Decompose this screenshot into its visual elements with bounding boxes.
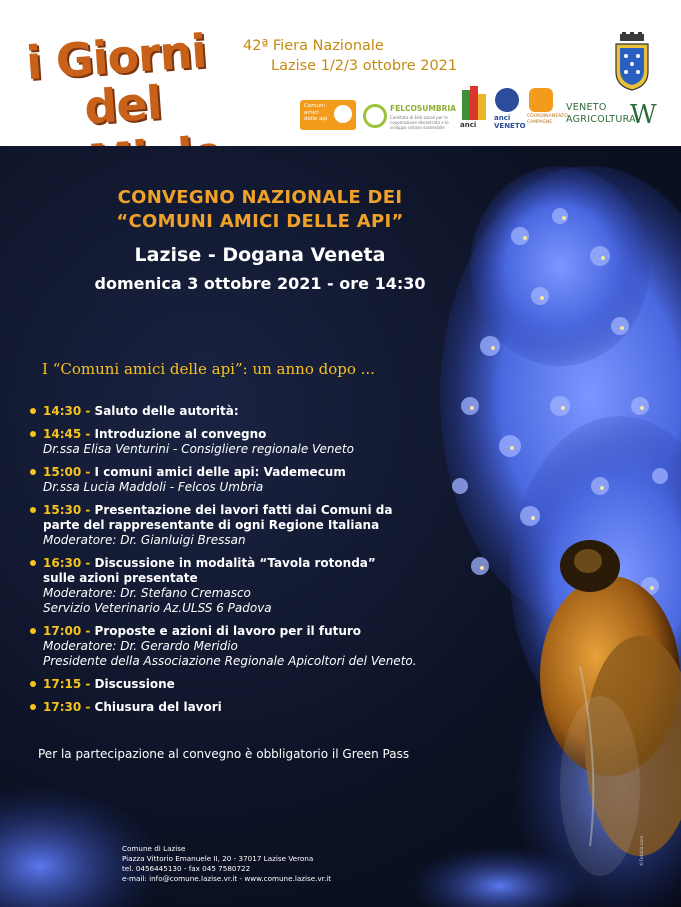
program-list: [30, 404, 450, 723]
felcos-logo: [363, 102, 458, 130]
program-title: Discussione in modalità “Tavola rotonda”: [94, 556, 376, 570]
program-time: 17:00: [43, 624, 82, 638]
coat-of-arms-icon: [612, 32, 652, 92]
anci-veneto-label: anci VENETO: [494, 114, 526, 130]
program-item: 15:00 - I comuni amici delle api: Vademecum Dr.ssa Lucia Maddoli - Felcos Umbria: [30, 465, 450, 495]
conference-title: [0, 186, 520, 234]
program-speaker: Moderatore: Dr. Gerardo Meridio: [43, 639, 238, 653]
venue: Lazise - Dogana Veneta: [134, 244, 386, 266]
event-date: domenica 3 ottobre 2021 - ore 14:30: [94, 274, 426, 293]
anci-label: anci: [460, 121, 477, 129]
event-logo: [24, 23, 276, 135]
program-time: 15:30: [43, 503, 82, 517]
footer-line2: Piazza Vittorio Emanuele II, 20 - 37017 Lazise Verona: [122, 854, 314, 863]
photo-credit: ©Fotolia.com: [640, 835, 645, 866]
program-speaker: Servizio Veterinario Az.ULSS 6 Padova: [43, 601, 272, 615]
program-title-cont: parte del rappresentante di ogni Regione Italiana: [43, 518, 380, 532]
veneto-agricoltura-logo: [566, 100, 656, 130]
program-item: 14:30 - Saluto delle autorità:: [30, 404, 450, 419]
bullet-icon: [30, 431, 36, 437]
program-item: 16:30 - Discussione in modalità “Tavola rotonda” sulle azioni presentate Moderatore: Dr. Stefano Cremasco Servizio Veterinario Az.ULSS 6 Padova: [30, 556, 450, 616]
fiera-line1: 42ª Fiera Nazionale: [243, 38, 384, 54]
program-title: Discussione: [94, 677, 175, 691]
bullet-icon: [30, 704, 36, 710]
coordinamento-label: COORDINAMENTO CAMPAGNE: [527, 114, 568, 125]
coordinamento-icon: [529, 88, 553, 112]
bullet-icon: [30, 628, 36, 634]
program-title: Chiusura del lavori: [94, 700, 222, 714]
anci-veneto-logo: [494, 88, 526, 132]
program-speaker: Dr.ssa Elisa Venturini - Consigliere regionale Veneto: [43, 442, 354, 456]
program-time: 16:30: [43, 556, 82, 570]
program-item: 15:30 - Presentazione dei lavori fatti dai Comuni da parte del rappresentante di ogni Regione Italiana Moderatore: Dr. Gianluigi Bressan: [30, 503, 450, 548]
program-speaker: Presidente della Associazione Regionale Apicoltori del Veneto.: [43, 654, 417, 668]
anci-logo: [460, 86, 488, 132]
program-item: 17:00 - Proposte e azioni di lavoro per il futuro Moderatore: Dr. Gerardo Meridio Presidente della Associazione Regionale Apicoltori del Veneto.: [30, 624, 450, 669]
green-pass-notice: Per la partecipazione al convegno è obbligatorio il Green Pass: [38, 747, 410, 761]
program-title-cont: sulle azioni presentate: [43, 571, 198, 585]
logo-line1: i Giorni: [24, 23, 208, 91]
program-speaker: Dr.ssa Lucia Maddoli - Felcos Umbria: [43, 480, 264, 494]
program-time: 14:30: [43, 404, 82, 418]
program-speaker: Moderatore: Dr. Stefano Cremasco: [43, 586, 251, 600]
program-speaker: Moderatore: Dr. Gianluigi Bressan: [43, 533, 246, 547]
program-time: 15:00: [43, 465, 82, 479]
bullet-icon: [30, 681, 36, 687]
comuni-amici-logo: [300, 100, 356, 130]
comuni-amici-label: Comuni amici delle api: [304, 103, 328, 122]
felcos-circle-icon: [363, 104, 387, 128]
veneto-agricoltura-label: VENETO AGRICOLTURA: [566, 102, 636, 125]
program-item: 17:30 - Chiusura del lavori: [30, 700, 450, 715]
anci-veneto-icon: [495, 88, 519, 112]
footer-line1: Comune di Lazise: [122, 844, 186, 853]
felcos-desc: Comitato di Enti Locali per la cooperazione decentrata e lo sviluppo umano sostenibile: [390, 115, 449, 130]
footer-line4: e-mail: info@comune.lazise.vr.it - www.comune.lazise.vr.it: [122, 874, 332, 883]
footer-line3: tel. 0456445130 - fax 045 7580722: [122, 864, 251, 873]
program-title: Presentazione dei lavori fatti dai Comuni da: [94, 503, 393, 517]
coordinamento-logo: [527, 88, 568, 132]
footer-contacts: [122, 844, 331, 884]
program-title: Proposte e azioni di lavoro per il futuro: [94, 624, 362, 638]
felcos-name: FELCOSUMBRIA: [390, 104, 456, 113]
program-item: 14:45 - Introduzione al convegno Dr.ssa Elisa Venturini - Consigliere regionale Veneto: [30, 427, 450, 457]
program-time: 14:45: [43, 427, 82, 441]
bullet-icon: [30, 469, 36, 475]
program-item: 17:15 - Discussione: [30, 677, 450, 692]
header: [0, 0, 681, 146]
fiera-line2: Lazise 1/2/3 ottobre 2021: [271, 58, 458, 74]
bullet-icon: [30, 408, 36, 414]
program-time: 17:15: [43, 677, 82, 691]
bee-icon: [334, 105, 352, 123]
program-time: 17:30: [43, 700, 82, 714]
title-line2: “COMUNI AMICI DELLE API”: [116, 211, 404, 232]
poster: [0, 146, 681, 907]
bullet-icon: [30, 507, 36, 513]
subtitle: I “Comuni amici delle api”: un anno dopo ...: [42, 360, 375, 378]
bullet-icon: [30, 560, 36, 566]
veneto-mark: W: [630, 100, 657, 130]
fiera-info: [243, 36, 457, 76]
title-line1: CONVEGNO NAZIONALE DEI: [117, 187, 403, 208]
program-title: I comuni amici delle api: Vademecum: [94, 465, 346, 479]
logo-line2: del: [82, 75, 163, 135]
program-title: Introduzione al convegno: [94, 427, 267, 441]
program-title: Saluto delle autorità:: [94, 404, 239, 418]
